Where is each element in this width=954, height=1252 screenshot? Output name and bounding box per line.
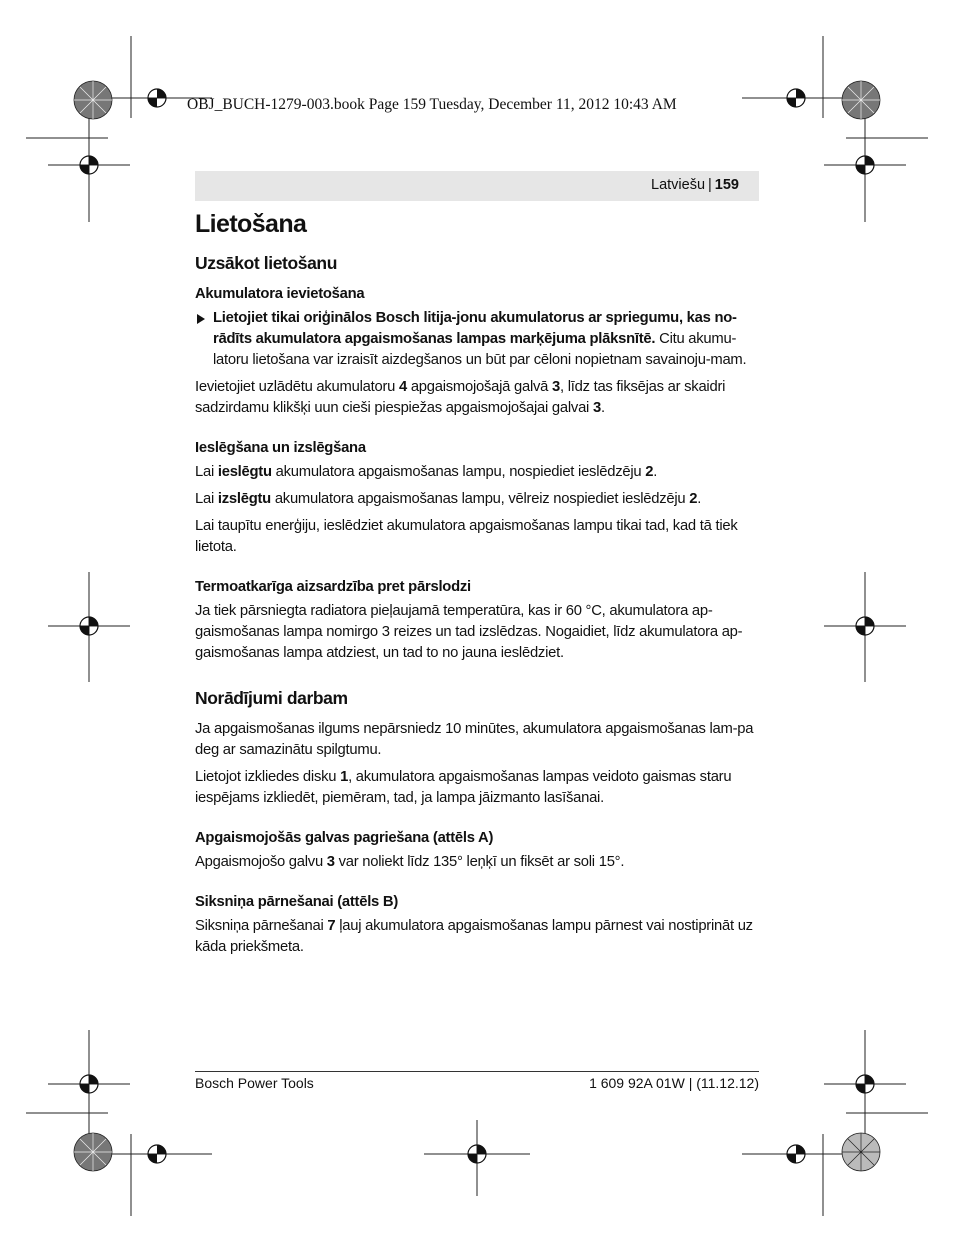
- ref-number: 2: [645, 464, 654, 480]
- warning-text: Citu akumu-latoru lietošana var izraisīt aizdegšanos un būt par cēloni nopietnam savainoju-mam.: [213, 331, 747, 368]
- file-slug-line: OBJ_BUCH-1279-003.book Page 159 Tuesday, December 11, 2012 10:43 AM: [187, 96, 677, 113]
- text-run: Lietojot izkliedes disku: [195, 769, 341, 785]
- rotation-paragraph: [195, 852, 759, 873]
- subheading-strap: Siksniņa pārnešanai (attēls B): [195, 894, 399, 910]
- subheading-battery: Akumulatora ievietošana: [195, 286, 365, 302]
- text-run: Apgaismojošo galvu: [195, 854, 327, 870]
- warning-bold-text: Lietojiet tikai oriģinālos Bosch litija-jonu akumulatorus ar spriegumu, kas no-rādīts akumulatora apgaismošanas lampas marķējuma plāksnītē.: [213, 310, 737, 347]
- ref-number: 1: [340, 769, 349, 785]
- bold-term: ieslēgtu: [217, 464, 272, 480]
- bold-term: izslēgtu: [217, 491, 271, 507]
- page-header-bar: [195, 171, 759, 201]
- footer-divider: [195, 1071, 759, 1072]
- ref-number: 4: [398, 379, 407, 395]
- subheading-switch: Ieslēgšana un izslēgšana: [195, 440, 366, 456]
- page-number: 159: [714, 177, 739, 193]
- ref-number: 2: [689, 491, 698, 507]
- subheading-thermal: Termoatkarīga aizsardzība pret pārslodzi: [195, 579, 471, 595]
- safety-warning: [195, 308, 759, 371]
- text-run: , līdz tas fiksējas ar skaidri sadzirdamu klikšķi uun cieši piespiežas apgaismojošajai galvai: [195, 379, 726, 416]
- ref-number: 7: [327, 918, 336, 934]
- strap-paragraph: [195, 916, 759, 958]
- text-run: akumulatora apgaismošanas lampu, vēlreiz nospiediet ieslēdzēju: [270, 491, 690, 507]
- switch-on-paragraph: [195, 462, 759, 483]
- text-run: .: [653, 464, 658, 480]
- thermal-paragraph: Ja tiek pārsniegta radiatora pieļaujamā temperatūra, kas ir 60 °C, akumulatora ap-gaismošanas lampa nomirgo 3 reizes un tad izslēdzas. Nogaidiet, līdz akumulatora ap-gaismošanas lampa atdziest, un tad to no jauna ieslēdziet.: [195, 603, 743, 661]
- diffuser-paragraph: [195, 767, 759, 809]
- battery-insert-paragraph: [195, 377, 759, 419]
- text-run: Lai: [195, 491, 218, 507]
- text-run: .: [600, 400, 605, 416]
- section-heading-start: Uzsākot lietošanu: [195, 253, 337, 273]
- text-run: , akumulatora apgaismošanas lampas veidoto gaismas staru iespējams izkliedēt, piemēram, tad, ja lampa jāizmanto lasīšanai.: [195, 769, 732, 806]
- page-header: [651, 177, 739, 193]
- page-title: Lietošana: [195, 210, 307, 238]
- text-run: apgaismojošajā galvā: [406, 379, 552, 395]
- page-content: [195, 206, 759, 964]
- text-run: akumulatora apgaismošanas lampu, nospiediet ieslēdzēju: [271, 464, 646, 480]
- header-separator: |: [708, 177, 712, 193]
- ref-number: 3: [551, 379, 560, 395]
- energy-saving-paragraph: Lai taupītu enerģiju, ieslēdziet akumulatora apgaismošanas lampu tikai tad, kad tā tiek lietota.: [195, 518, 738, 555]
- section-heading-work: Norādījumi darbam: [195, 688, 348, 708]
- text-run: Lai: [195, 464, 218, 480]
- duration-paragraph: Ja apgaismošanas ilgums nepārsniedz 10 minūtes, akumulatora apgaismošanas lam-pa deg ar samazinātu spilgtumu.: [195, 721, 754, 758]
- text-run: .: [697, 491, 702, 507]
- text-run: var noliekt līdz 135° leņķī un fiksēt ar soli 15°.: [334, 854, 625, 870]
- ref-number: 3: [326, 854, 335, 870]
- text-run: Siksniņa pārnešanai: [195, 918, 328, 934]
- header-language: Latviešu: [651, 177, 706, 193]
- switch-off-paragraph: [195, 489, 759, 510]
- ref-number: 3: [592, 400, 601, 416]
- text-run: ļauj akumulatora apgaismošanas lampu pārnest vai nostiprināt uz kāda priekšmeta.: [195, 918, 753, 955]
- subheading-rotation: Apgaismojošās galvas pagriešana (attēls A): [195, 830, 494, 846]
- text-run: Ievietojiet uzlādētu akumulatoru: [195, 379, 399, 395]
- footer-doc-number: 1 609 92A 01W | (11.12.12): [589, 1075, 759, 1091]
- footer-brand: Bosch Power Tools: [195, 1075, 314, 1091]
- warning-arrow-icon: [197, 314, 205, 324]
